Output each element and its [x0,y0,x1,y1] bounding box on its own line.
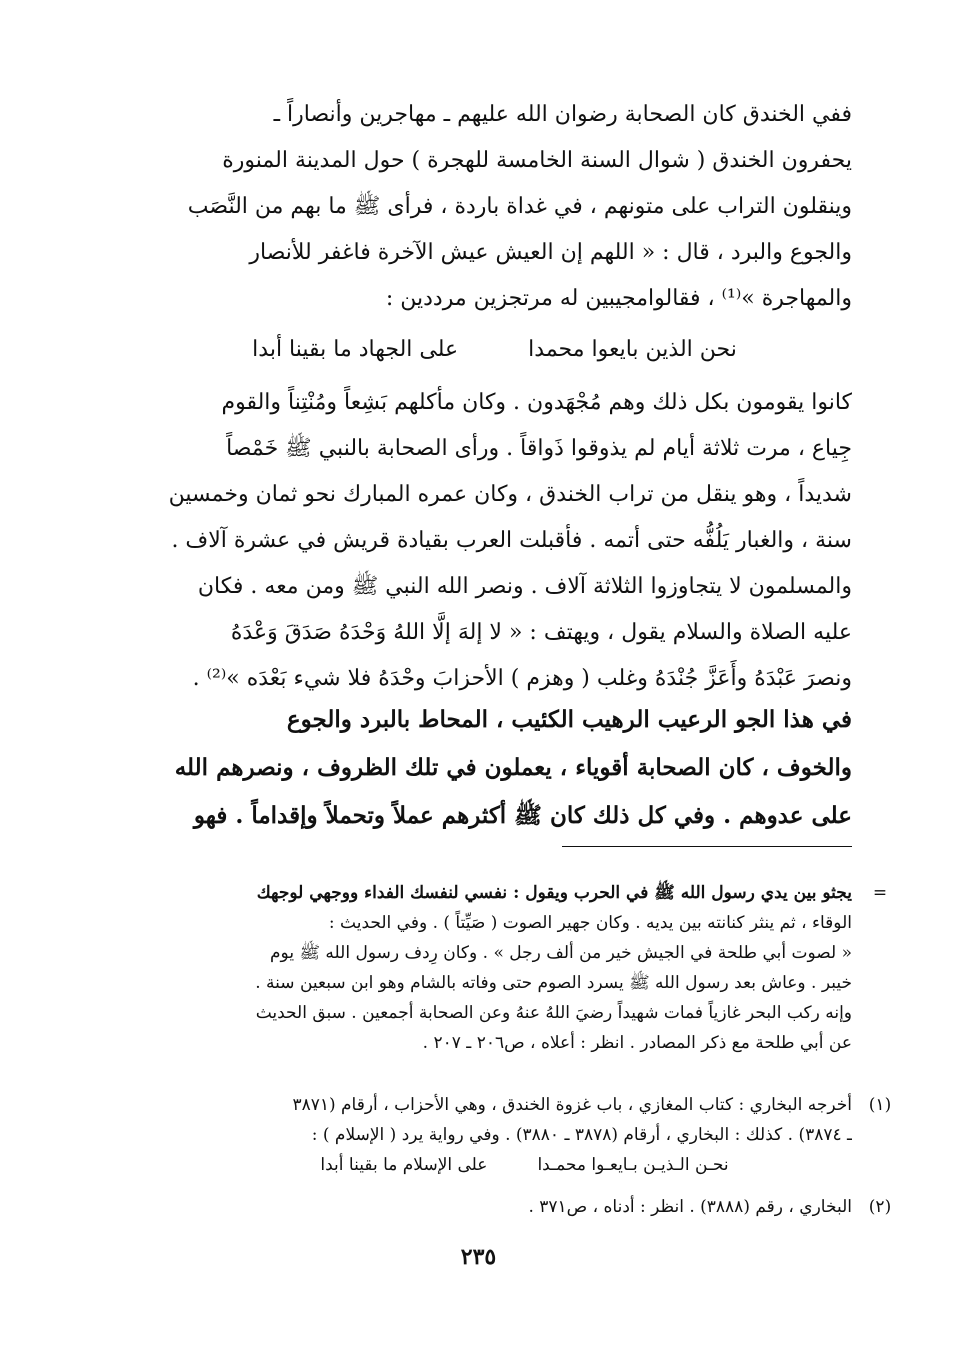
footnote-line: ـ ٣٨٧٤) . كذلك : البخاري ، أرقام (٣٨٧٨ ـ ٣٨٨٠) . وفي رواية يرد ( الإسلام ) : [311,1125,852,1145]
footnote-1 [137,1090,892,1180]
text-line: والخوف ، كان الصحابة أقوياء ، يعملون في تلك الظروف ، ونصرهم الله [174,754,852,781]
page-number: ٢٣٥ [460,1244,497,1270]
verse-first-hemistich: نحـن الـذيـن بـايعـوا محمـدا [537,1155,729,1175]
footnote-line: « لصوت أبي طلحة في الجيش خير من ألف رجل » . وكان رِدف رسول الله ﷺ يوم [270,943,852,963]
footnote-continued [137,878,888,1058]
text-line: جِياع ، مرت ثلاثة أيام لم يذوقوا ذَواقاً . ورأى الصحابة بالنبي ﷺ خَمْصاً [226,436,852,461]
body-paragraph-2 [137,380,852,702]
footnote-line: البخاري ، رقم (٣٨٨٨) . انظر : أدناه ، ص٣٧١ . [528,1197,852,1217]
text-line: وينقلون التراب على متونهم ، في غداة باردة ، فرأى ﷺ ما بهم من النَّصَب [187,194,852,219]
text-line: عليه الصلاة والسلام يقول ، ويهتف : « لا إلهَ إلَّا اللهُ وَحْدَهُ صَدَقَ وَعْدَهُ [230,620,852,645]
footnote-line: الوقاء ، ثم ينثر كنانته بين يديه . وكان جهير الصوت ( صَيِّتاً ) . وفي الحديث : [328,913,852,933]
text-line: ففي الخندق كان الصحابة رضوان الله عليهم ـ مهاجرين وأنصاراً ـ [273,102,852,127]
footnote-line: عن أبي طلحة مع ذكر المصادر . انظر : أعلاه ، ص٢٠٦ ـ ٢٠٧ . [422,1033,852,1053]
footnote-marker: (١) [868,1095,892,1115]
text-line: والمسلمون لا يتجاوزوا الثلاثة آلاف . ونصر الله النبي ﷺ ومن معه . فكان [197,574,852,599]
body-paragraph-1 [137,92,852,322]
text-line: والجوع والبرد ، قال : « اللهم إن العيش عيش الآخرة فاغفر للأنصار [249,240,852,265]
text-line: على عدوهم . وفي كل ذلك كان ﷺ أكثرهم عملاً وتحملاً وإقداماً . فهو [193,802,852,829]
footnote-line: وإنه ركب البحر غازياً فمات شهيداً رضيَ اللهُ عنهُ وعن الصحابة أجمعين . سبق الحديث [255,1003,852,1023]
text-line: يحفرون الخندق ( شوال السنة الخامسة للهجرة ) حول المدينة المنورة [222,148,852,173]
body-paragraph-bold [137,696,852,840]
footnote-verse [137,1150,852,1180]
text-line: والمهاجرة »⁽¹⁾ ، فقالوامجيبين له مرتجزين مرددين : [385,286,852,311]
footnote-divider [562,846,852,847]
text-line: سنة ، والغبار يَلُفُّه حتى أتمه . فأقبلت العرب بقيادة قريش في عشرة آلاف . [171,528,852,553]
text-line: كانوا يقومون بكل ذلك وهم مُجْهَدون . وكان مأكلهم بَشِعاً ومُنْتِناً والقوم [221,390,852,415]
footnote-line: أخرجه البخاري : كتاب المغازي ، باب غزوة الخندق ، وهي الأحزاب ، أرقام (٣٨٧١ [292,1095,852,1115]
text-line: ونصرَ عَبْدَهُ وأَعَزَّ جُنْدَهُ وغلب ( وهزم ) الأحزابَ وحْدَهُ فلا شيء بَعْدَه »⁽²⁾ . [192,666,852,691]
text-line: شديداً ، وهو ينقل من تراب الخندق ، وكان عمره المبارك نحو ثمان وخمسين [168,482,852,507]
verse-first-hemistich: نحن الذين بايعوا محمدا [528,337,737,362]
footnote-line: يجثو بين يدي رسول الله ﷺ في الحرب ويقول : نفسي لنفسك الفداء ووجهي لوجهك [256,883,852,903]
footnote-marker: (٢) [868,1197,892,1217]
footnote-line: خيبر . وعاش بعد رسول الله ﷺ يسرد الصوم حتى وفاته بالشام وهو ابن سبعين سنة . [255,973,852,993]
poem-verse [137,328,852,372]
footnote-marker: = [872,883,888,903]
text-line: في هذا الجو الرعيب الرهيب الكئيب ، المحاط بالبرد والجوع [286,706,852,733]
verse-second-hemistich: على الجهاد ما بقينا أبدا [252,337,459,362]
verse-second-hemistich: على الإسلام ما بقينا أبدا [320,1155,488,1175]
footnote-2 [137,1192,892,1222]
